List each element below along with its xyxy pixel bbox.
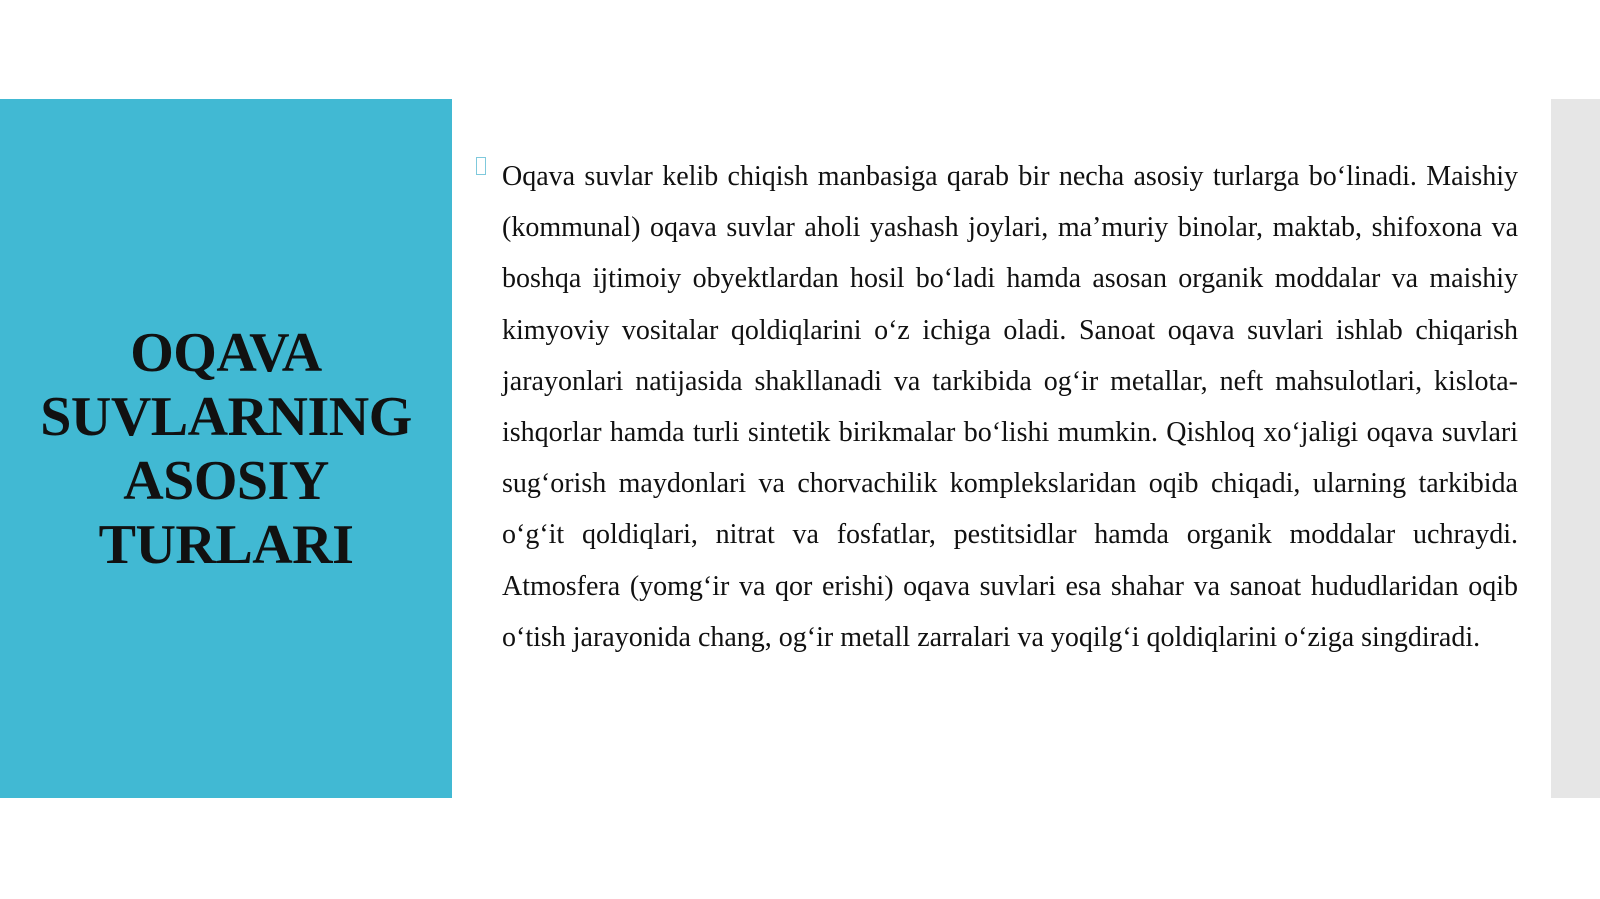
title-panel [0,99,452,798]
slide-title: OQAVA SUVLARNING ASOSIY TURLARI [40,321,412,576]
square-bullet-icon [476,157,486,175]
right-decorative-strip [1551,99,1600,798]
body-paragraph: Oqava suvlar kelib chiqish manbasiga qarab bir necha asosiy turlarga bo‘linadi. Maishiy (kommunal) oqava suvlar aholi yashash joylari, ma’muriy binolar, maktab, shifoxona va boshqa ijtimoiy obyektlardan hosil bo‘ladi hamda asosan organik moddalar va maishiy kimyoviy vositalar qoldiqlarini o‘z ichiga oladi. Sanoat oqava suvlari ishlab chiqarish jarayonlari natijasida shakllanadi va tarkibida og‘ir metallar, neft mahsulotlari, kislota-ishqorlar hamda turli sintetik birikmalar bo‘lishi mumkin. Qishloq xo‘jaligi oqava suvlari sug‘orish maydonlari va chorvachilik komplekslaridan oqib chiqadi, ularning tarkibida o‘g‘it qoldiqlari, nitrat va fosfatlar, pestitsidlar hamda organik moddalar uchraydi. Atmosfera (yomg‘ir va qor erishi) oqava suvlari esa shahar va sanoat hududlaridan oqib o‘tish jarayonida chang, og‘ir metall zarralari va yoqilg‘i qoldiqlarini o‘ziga singdiradi. [502,161,1518,653]
content-area [476,151,1518,663]
